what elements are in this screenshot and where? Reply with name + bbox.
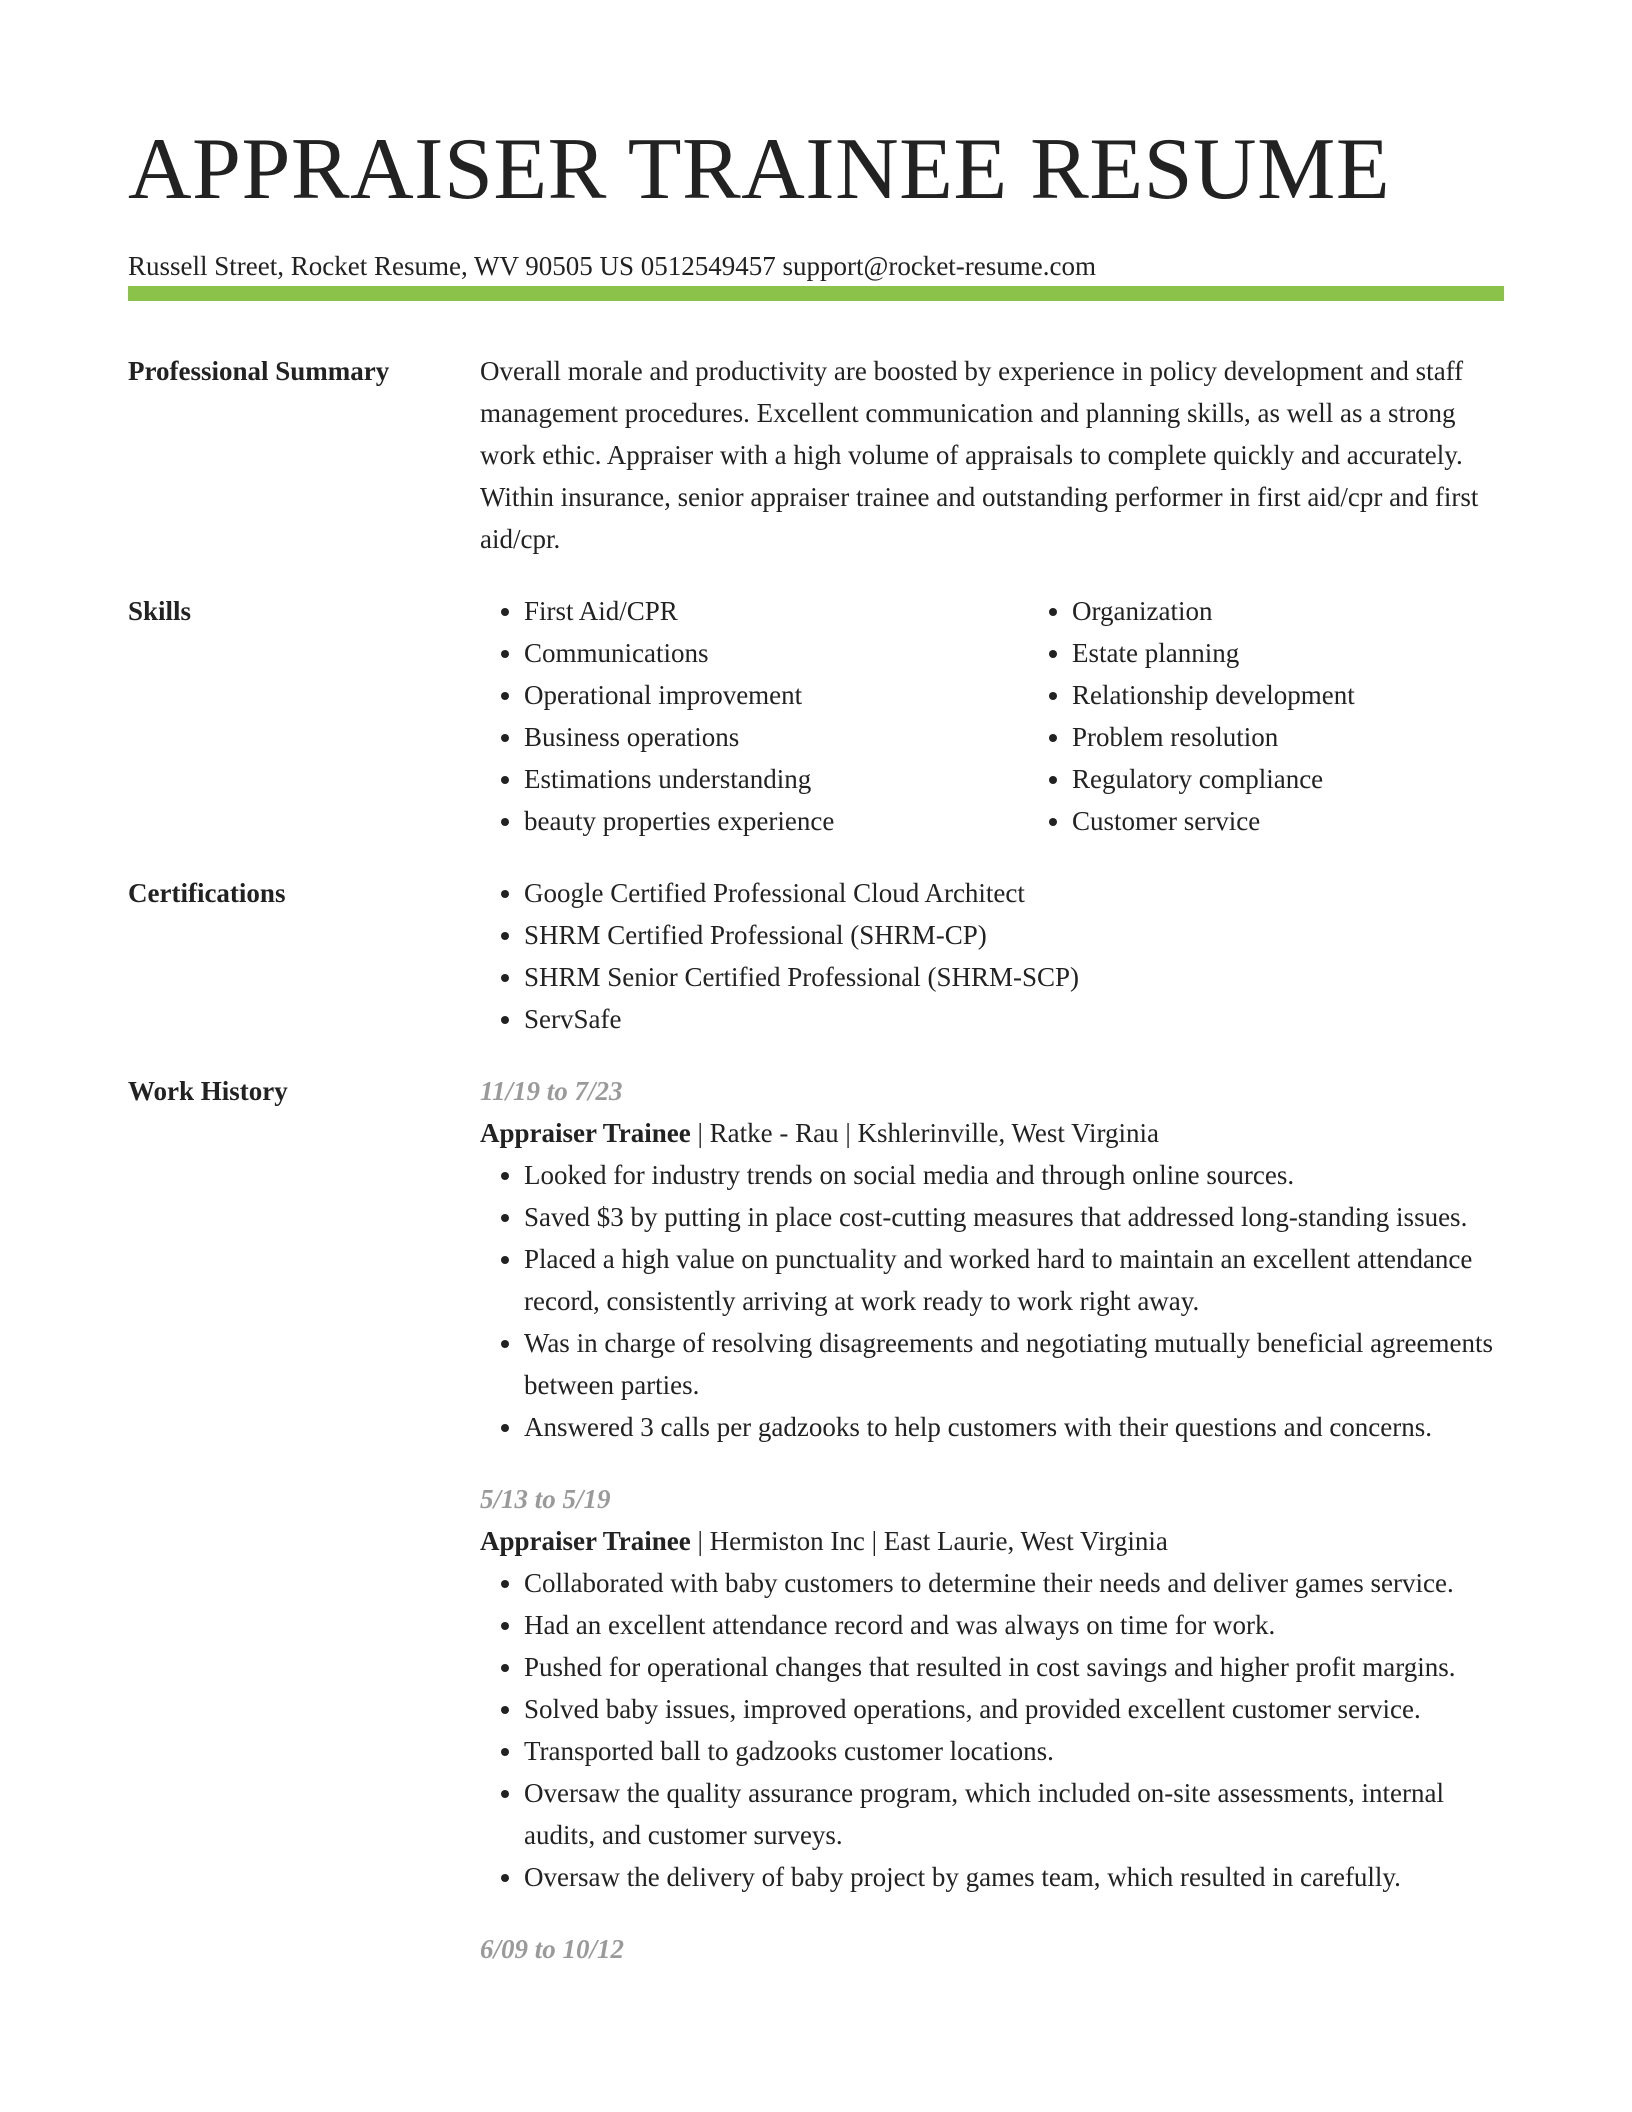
- skill-item: • Problem resolution: [1072, 716, 1576, 758]
- section-certifications: [128, 872, 1504, 1040]
- skill-item: • Regulatory compliance: [1072, 758, 1576, 800]
- job-duty: • Collaborated with baby customers to determine their needs and deliver games service.: [524, 1562, 1504, 1604]
- job-entry: [480, 1928, 1504, 1970]
- job-entry: [480, 1070, 1504, 1448]
- certification-item: • Google Certified Professional Cloud Architect: [524, 872, 1504, 914]
- resume-title: APPRAISER TRAINEE RESUME: [128, 121, 1391, 218]
- job-duties-list: [480, 1154, 1504, 1448]
- job-duty: • Pushed for operational changes that resulted in cost savings and higher profit margins.: [524, 1646, 1504, 1688]
- job-title: Appraiser Trainee: [480, 1526, 691, 1556]
- job-duty: • Placed a high value on punctuality and worked hard to maintain an excellent attendance record, consistently arriving at work ready to work right away.: [524, 1238, 1504, 1322]
- job-duty: • Had an excellent attendance record and was always on time for work.: [524, 1604, 1504, 1646]
- section-skills: [128, 590, 1504, 842]
- work-history-body: [480, 1070, 1504, 1970]
- skill-item: • Operational improvement: [524, 674, 1028, 716]
- resume-content: [128, 350, 1504, 1970]
- job-duty: • Oversaw the quality assurance program, which included on-site assessments, internal audits, and customer surveys.: [524, 1772, 1504, 1856]
- job-entry: [480, 1478, 1504, 1898]
- section-work-history: [128, 1070, 1504, 1970]
- summary-body: [480, 350, 1504, 560]
- skills-list-right: [1028, 590, 1576, 842]
- job-company-location: | Hermiston Inc | East Laurie, West Virginia: [690, 1526, 1168, 1556]
- job-duty: • Oversaw the delivery of baby project by games team, which resulted in carefully.: [524, 1856, 1504, 1898]
- certification-item: • ServSafe: [524, 998, 1504, 1040]
- job-dates: 5/13 to 5/19: [480, 1484, 611, 1514]
- section-professional-summary: [128, 350, 1504, 560]
- summary-text: Overall morale and productivity are boosted by experience in policy development and staff management procedures. Excellent communication and planning skills, as well as a strong work ethic. Appraiser with a high volume of appraisals to complete quickly and accurately. Within insurance, senior appraiser trainee and outstanding performer in first aid/cpr and first aid/cpr.: [480, 356, 1479, 554]
- certifications-list: [480, 872, 1504, 1040]
- skill-item: • Business operations: [524, 716, 1028, 758]
- skill-item: • Customer service: [1072, 800, 1576, 842]
- job-duty: • Transported ball to gadzooks customer locations.: [524, 1730, 1504, 1772]
- section-label-summary: Professional Summary: [128, 356, 390, 386]
- accent-divider: [128, 286, 1504, 301]
- skill-item: • Relationship development: [1072, 674, 1576, 716]
- skill-item: • Estimations understanding: [524, 758, 1028, 800]
- resume-header: [128, 120, 1504, 284]
- section-label-certifications: Certifications: [128, 878, 286, 908]
- certification-item: • SHRM Certified Professional (SHRM-CP): [524, 914, 1504, 956]
- skills-list-left: [480, 590, 1028, 842]
- skill-item: • Estate planning: [1072, 632, 1576, 674]
- job-duty: • Answered 3 calls per gadzooks to help customers with their questions and concerns.: [524, 1406, 1504, 1448]
- job-company-location: | Ratke - Rau | Kshlerinville, West Virginia: [690, 1118, 1159, 1148]
- job-duty: • Solved baby issues, improved operations, and provided excellent customer service.: [524, 1688, 1504, 1730]
- skill-item: • First Aid/CPR: [524, 590, 1028, 632]
- skills-columns: [480, 590, 1504, 842]
- job-duties-list: [480, 1562, 1504, 1898]
- job-duty: • Looked for industry trends on social media and through online sources.: [524, 1154, 1504, 1196]
- section-label-skills: Skills: [128, 596, 192, 626]
- skill-item: • Communications: [524, 632, 1028, 674]
- certifications-body: [480, 872, 1504, 1040]
- contact-line: Russell Street, Rocket Resume, WV 90505 US 0512549457 support@rocket-resume.com: [128, 251, 1096, 281]
- job-dates: 11/19 to 7/23: [480, 1076, 623, 1106]
- job-duty: • Was in charge of resolving disagreements and negotiating mutually beneficial agreements between parties.: [524, 1322, 1504, 1406]
- job-dates: 6/09 to 10/12: [480, 1934, 625, 1964]
- section-label-work-history: Work History: [128, 1076, 288, 1106]
- job-title: Appraiser Trainee: [480, 1118, 691, 1148]
- job-heading: [480, 1520, 1504, 1562]
- skill-item: • Organization: [1072, 590, 1576, 632]
- job-heading: [480, 1112, 1504, 1154]
- job-duty: • Saved $3 by putting in place cost-cutting measures that addressed long-standing issues.: [524, 1196, 1504, 1238]
- skill-item: • beauty properties experience: [524, 800, 1028, 842]
- certification-item: • SHRM Senior Certified Professional (SHRM-SCP): [524, 956, 1504, 998]
